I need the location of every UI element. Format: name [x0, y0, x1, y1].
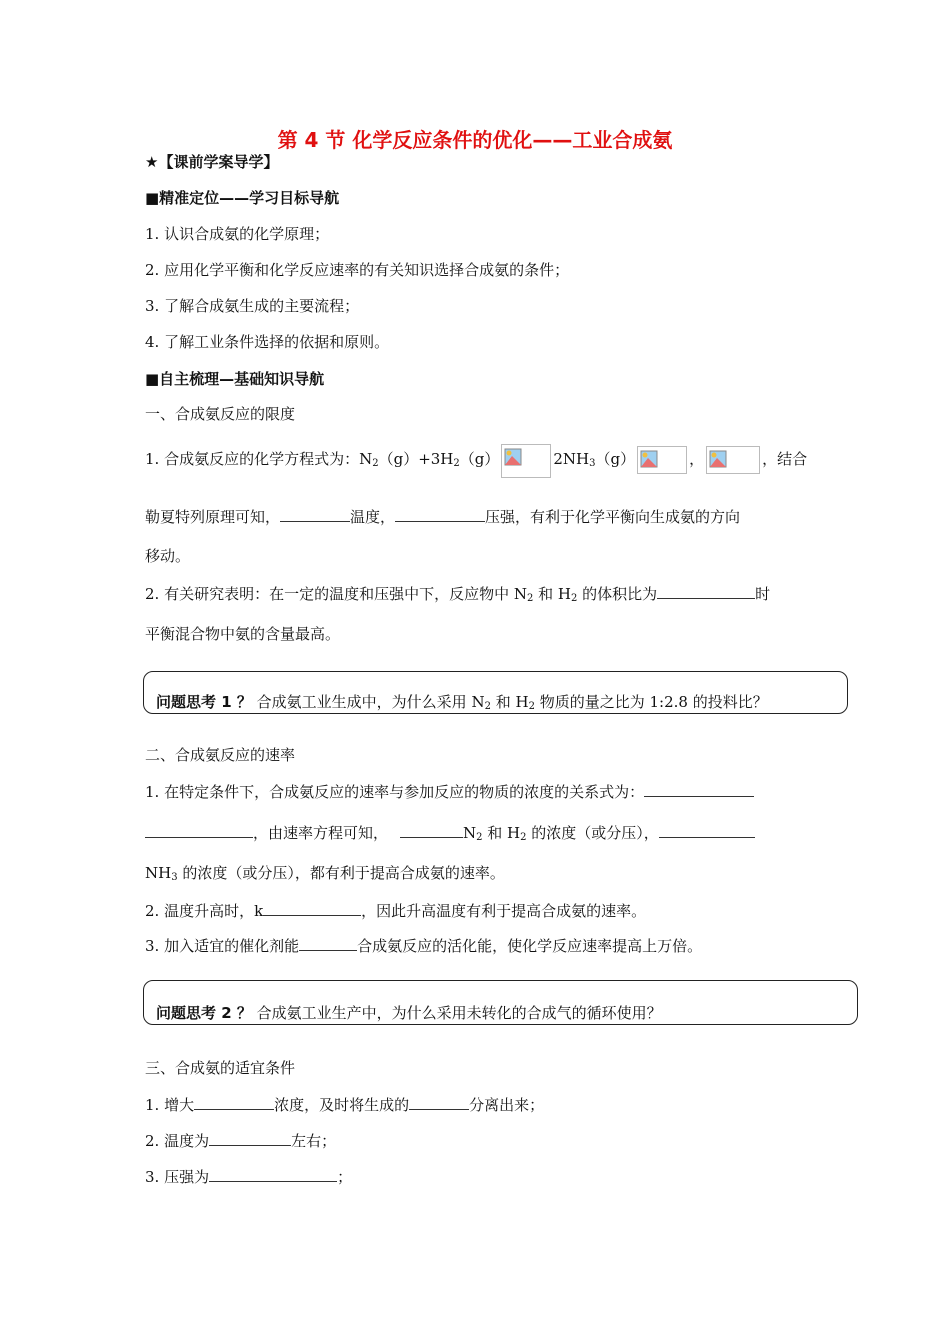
part2-q1-line2: ，由速率方程可知， $N_2$ 和 $H_2$ 的浓度（或分压），: [145, 822, 755, 848]
fill-blank[interactable]: [409, 1094, 469, 1110]
part3-q3: 3. 压强为 ；: [145, 1168, 353, 1186]
fill-blank[interactable]: [209, 1130, 291, 1146]
think-2-label: 问题思考 2 ？: [156, 1004, 252, 1022]
section-self-heading: ■自主梳理—基础知识导航: [145, 370, 325, 388]
section-guide-heading: ★【课前学案导学】: [145, 153, 279, 171]
goal-item: 2. 应用化学平衡和化学反应速率的有关知识选择合成氨的条件；: [145, 261, 570, 279]
part3-heading: 三、合成氨的适宜条件: [145, 1059, 296, 1077]
goal-item: 4. 了解工业条件选择的依据和原则。: [145, 333, 390, 351]
fill-blank[interactable]: [644, 781, 754, 797]
part3-q2: 2. 温度为 左右；: [145, 1132, 337, 1150]
fill-blank[interactable]: [657, 583, 755, 599]
broken-image-icon: [706, 446, 760, 474]
section-goal-heading: ■精准定位——学习目标导航: [145, 189, 340, 207]
fill-blank[interactable]: [280, 506, 350, 522]
broken-image-icon: [637, 446, 687, 474]
part2-q3: 3. 加入适宜的催化剂能 合成氨反应的活化能，使化学反应速率提高上万倍。: [145, 937, 703, 955]
fill-blank[interactable]: [299, 935, 357, 951]
part2-q1-line3: $NH_3$ 的浓度（或分压），都有利于提高合成氨的速率。: [145, 864, 505, 883]
part1-q2-line2: 平衡混合物中氨的含量最高。: [145, 625, 341, 643]
fill-blank[interactable]: [400, 822, 463, 838]
broken-image-icon: [501, 444, 551, 478]
part3-q1: 1. 增大 浓度，及时将生成的 分离出来；: [145, 1096, 545, 1114]
part1-q1-line2: 勒夏特列原理可知， 温度， 压强，有利于化学平衡向生成氨的方向: [145, 508, 741, 526]
think-1-label: 问题思考 1 ？: [156, 693, 252, 711]
part1-q1-line1: 1. 合成氨反应的化学方程式为：$N_2(g)+3H_2(g)$ $2NH_3(g)$ ， ，结合: [145, 444, 807, 478]
part1-q2-line1: 2. 有关研究表明：在一定的温度和压强中下，反应物中 $N_2$ 和 $H_2$ 的体积比为 时: [145, 585, 771, 604]
think-box-1: 问题思考 1 ？ 合成氨工业生成中，为什么采用 $N_2$ 和 $H_2$ 物质的量之比为 1:2.8 的投料比？: [143, 671, 848, 714]
fill-blank[interactable]: [145, 822, 253, 838]
fill-blank[interactable]: [209, 1166, 337, 1182]
part2-q1-line1: 1. 在特定条件下，合成氨反应的速率与参加反应的物质的浓度的关系式为：: [145, 781, 754, 802]
part2-q2: 2. 温度升高时，k ，因此升高温度有利于提高合成氨的速率。: [145, 902, 647, 920]
goal-item: 1. 认识合成氨的化学原理；: [145, 225, 330, 243]
part1-q1-line3: 移动。: [145, 547, 191, 565]
fill-blank[interactable]: [659, 822, 755, 838]
fill-blank[interactable]: [395, 506, 485, 522]
page-title: 第 4 节 化学反应条件的优化——工业合成氨: [277, 128, 673, 152]
think-box-2: 问题思考 2 ？ 合成氨工业生产中，为什么采用未转化的合成气的循环使用？: [143, 980, 858, 1025]
goal-item: 3. 了解合成氨生成的主要流程；: [145, 297, 360, 315]
part1-heading: 一、合成氨反应的限度: [145, 405, 296, 423]
fill-blank[interactable]: [263, 900, 361, 916]
part2-heading: 二、合成氨反应的速率: [145, 746, 296, 764]
fill-blank[interactable]: [194, 1094, 274, 1110]
